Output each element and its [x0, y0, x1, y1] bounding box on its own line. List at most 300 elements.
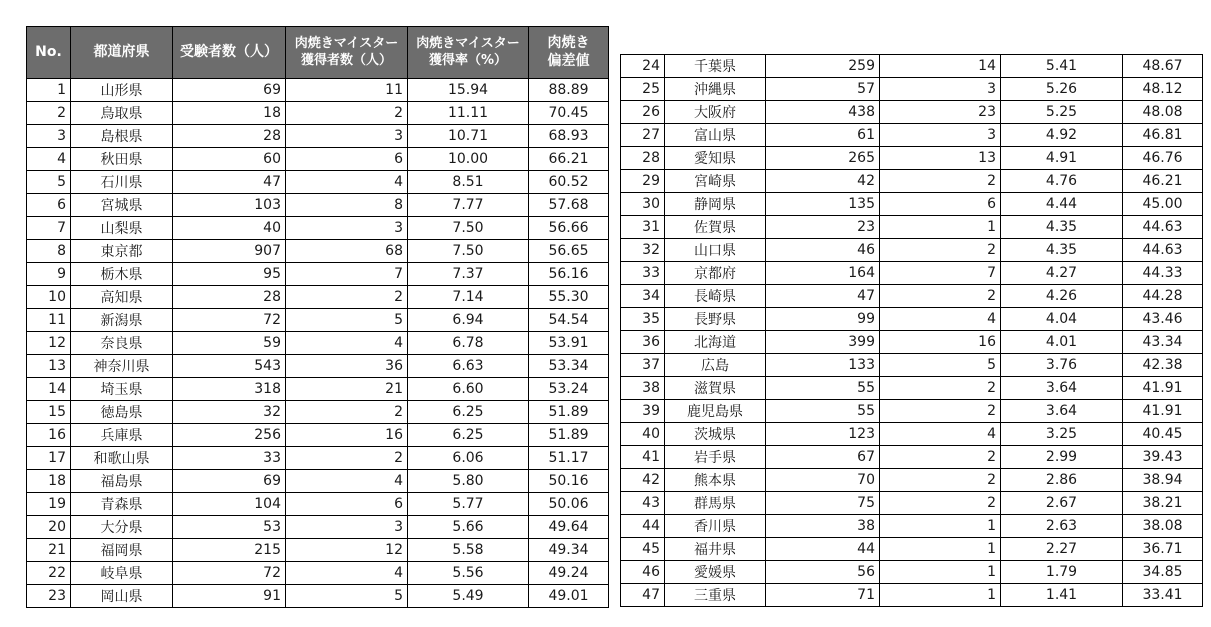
- header-meisters-line1: 肉焼きマイスター: [294, 36, 399, 52]
- header-score: [529, 27, 609, 79]
- meisters-cell: 6: [286, 148, 408, 171]
- score-cell: 60.52: [529, 171, 609, 194]
- meisters-cell: 2: [880, 469, 1001, 492]
- rank-cell: 24: [621, 55, 665, 78]
- score-cell: 49.24: [529, 562, 609, 585]
- table-row: [27, 585, 609, 608]
- rank-cell: 44: [621, 515, 665, 538]
- meisters-cell: 3: [880, 124, 1001, 147]
- score-cell: 48.12: [1123, 78, 1203, 101]
- table-row: [621, 285, 1203, 308]
- meisters-cell: 4: [286, 171, 408, 194]
- rate-cell: 5.41: [1001, 55, 1123, 78]
- table-row: [621, 262, 1203, 285]
- prefecture-cell: 青森県: [71, 493, 173, 516]
- table-row: [27, 562, 609, 585]
- table-row: [27, 332, 609, 355]
- rate-cell: 5.66: [408, 516, 529, 539]
- prefecture-cell: 香川県: [665, 515, 766, 538]
- score-cell: 55.30: [529, 286, 609, 309]
- rank-cell: 3: [27, 125, 71, 148]
- ranking-table-left: [26, 26, 609, 608]
- header-rate-line2: 獲得率（%）: [428, 52, 508, 68]
- score-cell: 49.64: [529, 516, 609, 539]
- header-rate: [408, 27, 529, 79]
- examinees-cell: 32: [173, 401, 286, 424]
- rate-cell: 5.58: [408, 539, 529, 562]
- prefecture-cell: 三重県: [665, 584, 766, 607]
- examinees-cell: 59: [173, 332, 286, 355]
- rate-cell: 2.86: [1001, 469, 1123, 492]
- table-row: [621, 239, 1203, 262]
- score-cell: 43.46: [1123, 308, 1203, 331]
- prefecture-cell: 群馬県: [665, 492, 766, 515]
- score-cell: 38.08: [1123, 515, 1203, 538]
- rate-cell: 5.80: [408, 470, 529, 493]
- score-cell: 44.33: [1123, 262, 1203, 285]
- score-cell: 41.91: [1123, 400, 1203, 423]
- score-cell: 51.17: [529, 447, 609, 470]
- rank-cell: 42: [621, 469, 665, 492]
- rate-cell: 15.94: [408, 79, 529, 102]
- score-cell: 41.91: [1123, 377, 1203, 400]
- prefecture-cell: 滋賀県: [665, 377, 766, 400]
- table-row: [27, 148, 609, 171]
- rate-cell: 4.92: [1001, 124, 1123, 147]
- rate-cell: 2.67: [1001, 492, 1123, 515]
- meisters-cell: 2: [286, 102, 408, 125]
- prefecture-cell: 鳥取県: [71, 102, 173, 125]
- examinees-cell: 907: [173, 240, 286, 263]
- examinees-cell: 57: [766, 78, 880, 101]
- rank-cell: 43: [621, 492, 665, 515]
- rate-cell: 1.41: [1001, 584, 1123, 607]
- score-cell: 39.43: [1123, 446, 1203, 469]
- examinees-cell: 256: [173, 424, 286, 447]
- examinees-cell: 44: [766, 538, 880, 561]
- prefecture-cell: 宮崎県: [665, 170, 766, 193]
- rank-cell: 28: [621, 147, 665, 170]
- examinees-cell: 55: [766, 377, 880, 400]
- score-cell: 46.21: [1123, 170, 1203, 193]
- meisters-cell: 36: [286, 355, 408, 378]
- score-cell: 34.85: [1123, 561, 1203, 584]
- meisters-cell: 68: [286, 240, 408, 263]
- score-cell: 48.08: [1123, 101, 1203, 124]
- meisters-cell: 2: [880, 285, 1001, 308]
- rate-cell: 10.71: [408, 125, 529, 148]
- prefecture-cell: 兵庫県: [71, 424, 173, 447]
- table-row: [27, 102, 609, 125]
- rate-cell: 4.91: [1001, 147, 1123, 170]
- score-cell: 68.93: [529, 125, 609, 148]
- examinees-cell: 33: [173, 447, 286, 470]
- prefecture-cell: 新潟県: [71, 309, 173, 332]
- rank-cell: 19: [27, 493, 71, 516]
- rank-cell: 33: [621, 262, 665, 285]
- prefecture-cell: 東京都: [71, 240, 173, 263]
- score-cell: 56.66: [529, 217, 609, 240]
- examinees-cell: 71: [766, 584, 880, 607]
- table-row: [27, 240, 609, 263]
- examinees-cell: 399: [766, 331, 880, 354]
- examinees-cell: 95: [173, 263, 286, 286]
- score-cell: 44.28: [1123, 285, 1203, 308]
- table-row: [27, 493, 609, 516]
- rate-cell: 4.26: [1001, 285, 1123, 308]
- meisters-cell: 8: [286, 194, 408, 217]
- prefecture-cell: 愛知県: [665, 147, 766, 170]
- rate-cell: 7.77: [408, 194, 529, 217]
- examinees-cell: 70: [766, 469, 880, 492]
- rank-cell: 40: [621, 423, 665, 446]
- table-row: [27, 125, 609, 148]
- ranking-table-right: [620, 54, 1203, 607]
- examinees-cell: 164: [766, 262, 880, 285]
- examinees-cell: 55: [766, 400, 880, 423]
- rank-cell: 10: [27, 286, 71, 309]
- examinees-cell: 46: [766, 239, 880, 262]
- table-row: [27, 470, 609, 493]
- meisters-cell: 16: [286, 424, 408, 447]
- prefecture-cell: 福島県: [71, 470, 173, 493]
- prefecture-cell: 奈良県: [71, 332, 173, 355]
- meisters-cell: 2: [880, 239, 1001, 262]
- examinees-cell: 28: [173, 125, 286, 148]
- rank-cell: 26: [621, 101, 665, 124]
- score-cell: 40.45: [1123, 423, 1203, 446]
- meisters-cell: 1: [880, 538, 1001, 561]
- prefecture-cell: 大阪府: [665, 101, 766, 124]
- prefecture-cell: 鹿児島県: [665, 400, 766, 423]
- examinees-cell: 72: [173, 562, 286, 585]
- rate-cell: 6.94: [408, 309, 529, 332]
- meisters-cell: 13: [880, 147, 1001, 170]
- table-row: [27, 447, 609, 470]
- rank-cell: 39: [621, 400, 665, 423]
- header-row: [27, 27, 609, 79]
- rank-cell: 15: [27, 401, 71, 424]
- examinees-cell: 259: [766, 55, 880, 78]
- rate-cell: 4.35: [1001, 216, 1123, 239]
- score-cell: 70.45: [529, 102, 609, 125]
- table-row: [621, 423, 1203, 446]
- header-rate-line1: 肉焼きマイスター: [416, 36, 520, 52]
- score-cell: 51.89: [529, 424, 609, 447]
- score-cell: 46.81: [1123, 124, 1203, 147]
- examinees-cell: 47: [173, 171, 286, 194]
- rank-cell: 20: [27, 516, 71, 539]
- table-row: [621, 101, 1203, 124]
- rank-cell: 1: [27, 79, 71, 102]
- table-row: [621, 331, 1203, 354]
- rate-cell: 2.99: [1001, 446, 1123, 469]
- examinees-cell: 75: [766, 492, 880, 515]
- rate-cell: 7.50: [408, 240, 529, 263]
- rank-cell: 34: [621, 285, 665, 308]
- header-no: No.: [27, 27, 71, 79]
- examinees-cell: 103: [173, 194, 286, 217]
- rate-cell: 6.06: [408, 447, 529, 470]
- rate-cell: 8.51: [408, 171, 529, 194]
- table-row: [27, 401, 609, 424]
- left-table-body: [27, 79, 609, 608]
- score-cell: 50.16: [529, 470, 609, 493]
- rank-cell: 29: [621, 170, 665, 193]
- score-cell: 51.89: [529, 401, 609, 424]
- rate-cell: 7.50: [408, 217, 529, 240]
- prefecture-cell: 愛媛県: [665, 561, 766, 584]
- prefecture-cell: 沖縄県: [665, 78, 766, 101]
- meisters-cell: 2: [286, 401, 408, 424]
- rate-cell: 1.79: [1001, 561, 1123, 584]
- rate-cell: 2.27: [1001, 538, 1123, 561]
- examinees-cell: 104: [173, 493, 286, 516]
- examinees-cell: 215: [173, 539, 286, 562]
- score-cell: 44.63: [1123, 239, 1203, 262]
- rank-cell: 47: [621, 584, 665, 607]
- score-cell: 54.54: [529, 309, 609, 332]
- right-table-body: [621, 55, 1203, 607]
- examinees-cell: 40: [173, 217, 286, 240]
- meisters-cell: 1: [880, 216, 1001, 239]
- meisters-cell: 3: [286, 217, 408, 240]
- examinees-cell: 53: [173, 516, 286, 539]
- score-cell: 38.21: [1123, 492, 1203, 515]
- rank-cell: 8: [27, 240, 71, 263]
- meisters-cell: 2: [880, 377, 1001, 400]
- score-cell: 48.67: [1123, 55, 1203, 78]
- table-row: [621, 55, 1203, 78]
- meisters-cell: 6: [880, 193, 1001, 216]
- examinees-cell: 133: [766, 354, 880, 377]
- score-cell: 53.24: [529, 378, 609, 401]
- meisters-cell: 2: [286, 286, 408, 309]
- prefecture-cell: 茨城県: [665, 423, 766, 446]
- meisters-cell: 4: [286, 562, 408, 585]
- header-examinees: 受験者数（人）: [173, 27, 286, 79]
- prefecture-cell: 高知県: [71, 286, 173, 309]
- prefecture-cell: 岐阜県: [71, 562, 173, 585]
- meisters-cell: 4: [286, 332, 408, 355]
- table-row: [621, 147, 1203, 170]
- prefecture-cell: 熊本県: [665, 469, 766, 492]
- score-cell: 56.65: [529, 240, 609, 263]
- rate-cell: 6.63: [408, 355, 529, 378]
- table-row: [27, 263, 609, 286]
- rank-cell: 35: [621, 308, 665, 331]
- rank-cell: 17: [27, 447, 71, 470]
- examinees-cell: 69: [173, 470, 286, 493]
- prefecture-cell: 佐賀県: [665, 216, 766, 239]
- rank-cell: 2: [27, 102, 71, 125]
- prefecture-cell: 石川県: [71, 171, 173, 194]
- rate-cell: 4.44: [1001, 193, 1123, 216]
- meisters-cell: 11: [286, 79, 408, 102]
- table-row: [621, 446, 1203, 469]
- table-row: [621, 538, 1203, 561]
- examinees-cell: 23: [766, 216, 880, 239]
- rank-cell: 46: [621, 561, 665, 584]
- rank-cell: 25: [621, 78, 665, 101]
- score-cell: 56.16: [529, 263, 609, 286]
- meisters-cell: 3: [286, 516, 408, 539]
- prefecture-cell: 長野県: [665, 308, 766, 331]
- prefecture-cell: 山口県: [665, 239, 766, 262]
- header-score-line2: 偏差値: [547, 52, 590, 69]
- prefecture-cell: 山形県: [71, 79, 173, 102]
- rate-cell: 4.01: [1001, 331, 1123, 354]
- rate-cell: 5.26: [1001, 78, 1123, 101]
- header-meisters-line2: 獲得者数（人）: [300, 52, 392, 68]
- examinees-cell: 318: [173, 378, 286, 401]
- rate-cell: 4.04: [1001, 308, 1123, 331]
- examinees-cell: 67: [766, 446, 880, 469]
- table-row: [621, 515, 1203, 538]
- prefecture-cell: 山梨県: [71, 217, 173, 240]
- table-row: [27, 378, 609, 401]
- examinees-cell: 69: [173, 79, 286, 102]
- table-row: [27, 539, 609, 562]
- table-row: [621, 377, 1203, 400]
- rate-cell: 6.78: [408, 332, 529, 355]
- header-prefecture: 都道府県: [71, 27, 173, 79]
- prefecture-cell: 神奈川県: [71, 355, 173, 378]
- header-meisters: [286, 27, 408, 79]
- table-row: [27, 217, 609, 240]
- score-cell: 38.94: [1123, 469, 1203, 492]
- score-cell: 53.91: [529, 332, 609, 355]
- table-row: [621, 584, 1203, 607]
- score-cell: 45.00: [1123, 193, 1203, 216]
- examinees-cell: 61: [766, 124, 880, 147]
- prefecture-cell: 千葉県: [665, 55, 766, 78]
- rank-cell: 45: [621, 538, 665, 561]
- rank-cell: 30: [621, 193, 665, 216]
- rate-cell: 6.60: [408, 378, 529, 401]
- table-row: [27, 79, 609, 102]
- rank-cell: 23: [27, 585, 71, 608]
- prefecture-cell: 広島: [665, 354, 766, 377]
- prefecture-cell: 島根県: [71, 125, 173, 148]
- prefecture-cell: 静岡県: [665, 193, 766, 216]
- table-row: [621, 308, 1203, 331]
- rank-cell: 37: [621, 354, 665, 377]
- rank-cell: 16: [27, 424, 71, 447]
- meisters-cell: 21: [286, 378, 408, 401]
- rate-cell: 11.11: [408, 102, 529, 125]
- examinees-cell: 56: [766, 561, 880, 584]
- rate-cell: 3.64: [1001, 377, 1123, 400]
- prefecture-cell: 長崎県: [665, 285, 766, 308]
- prefecture-cell: 和歌山県: [71, 447, 173, 470]
- prefecture-cell: 埼玉県: [71, 378, 173, 401]
- rate-cell: 4.27: [1001, 262, 1123, 285]
- rate-cell: 5.56: [408, 562, 529, 585]
- table-row: [27, 516, 609, 539]
- rate-cell: 5.49: [408, 585, 529, 608]
- prefecture-cell: 富山県: [665, 124, 766, 147]
- table-row: [621, 78, 1203, 101]
- meisters-cell: 6: [286, 493, 408, 516]
- meisters-cell: 7: [286, 263, 408, 286]
- rate-cell: 10.00: [408, 148, 529, 171]
- meisters-cell: 5: [286, 309, 408, 332]
- prefecture-cell: 京都府: [665, 262, 766, 285]
- rank-cell: 6: [27, 194, 71, 217]
- rate-cell: 6.25: [408, 424, 529, 447]
- prefecture-cell: 北海道: [665, 331, 766, 354]
- rate-cell: 3.76: [1001, 354, 1123, 377]
- prefecture-cell: 福井県: [665, 538, 766, 561]
- table-row: [621, 400, 1203, 423]
- meisters-cell: 2: [880, 400, 1001, 423]
- table-row: [621, 193, 1203, 216]
- meisters-cell: 23: [880, 101, 1001, 124]
- rate-cell: 5.25: [1001, 101, 1123, 124]
- rate-cell: 4.35: [1001, 239, 1123, 262]
- table-row: [621, 469, 1203, 492]
- rank-cell: 31: [621, 216, 665, 239]
- rank-cell: 4: [27, 148, 71, 171]
- score-cell: 49.34: [529, 539, 609, 562]
- score-cell: 42.38: [1123, 354, 1203, 377]
- rate-cell: 7.37: [408, 263, 529, 286]
- rank-cell: 11: [27, 309, 71, 332]
- table-row: [27, 355, 609, 378]
- examinees-cell: 47: [766, 285, 880, 308]
- meisters-cell: 16: [880, 331, 1001, 354]
- rank-cell: 32: [621, 239, 665, 262]
- table-row: [27, 424, 609, 447]
- meisters-cell: 3: [880, 78, 1001, 101]
- rank-cell: 38: [621, 377, 665, 400]
- meisters-cell: 14: [880, 55, 1001, 78]
- meisters-cell: 4: [880, 423, 1001, 446]
- table-row: [27, 309, 609, 332]
- meisters-cell: 1: [880, 561, 1001, 584]
- table-row: [27, 194, 609, 217]
- table-row: [621, 354, 1203, 377]
- meisters-cell: 3: [286, 125, 408, 148]
- examinees-cell: 91: [173, 585, 286, 608]
- score-cell: 66.21: [529, 148, 609, 171]
- rate-cell: 6.25: [408, 401, 529, 424]
- rate-cell: 7.14: [408, 286, 529, 309]
- rank-cell: 12: [27, 332, 71, 355]
- score-cell: 36.71: [1123, 538, 1203, 561]
- table-row: [621, 492, 1203, 515]
- rate-cell: 3.25: [1001, 423, 1123, 446]
- meisters-cell: 2: [880, 170, 1001, 193]
- prefecture-cell: 大分県: [71, 516, 173, 539]
- examinees-cell: 99: [766, 308, 880, 331]
- table-row: [621, 124, 1203, 147]
- meisters-cell: 5: [286, 585, 408, 608]
- prefecture-cell: 宮城県: [71, 194, 173, 217]
- rank-cell: 14: [27, 378, 71, 401]
- table-row: [621, 216, 1203, 239]
- rank-cell: 36: [621, 331, 665, 354]
- examinees-cell: 135: [766, 193, 880, 216]
- score-cell: 50.06: [529, 493, 609, 516]
- score-cell: 88.89: [529, 79, 609, 102]
- rank-cell: 5: [27, 171, 71, 194]
- meisters-cell: 1: [880, 584, 1001, 607]
- table-row: [27, 286, 609, 309]
- rank-cell: 27: [621, 124, 665, 147]
- examinees-cell: 265: [766, 147, 880, 170]
